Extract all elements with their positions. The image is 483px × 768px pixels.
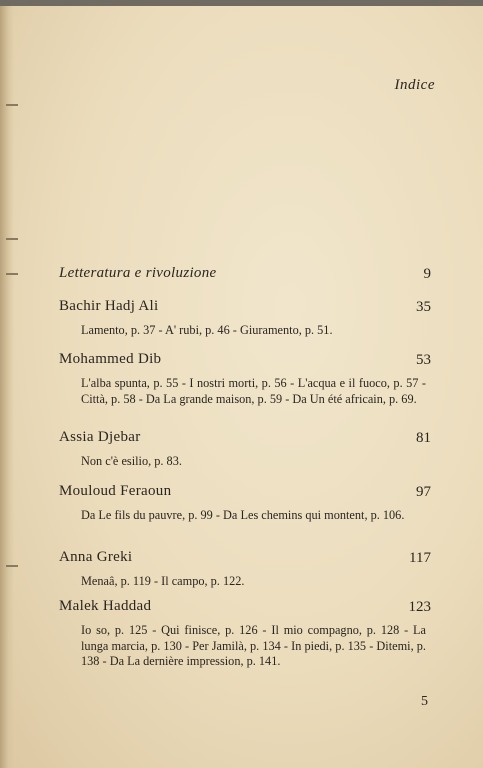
toc-entry-title: Letteratura e rivoluzione xyxy=(59,265,217,281)
toc-author: Bachir Hadj Ali xyxy=(59,298,159,314)
toc-page-number: 9 xyxy=(423,266,431,282)
toc-page-number: 117 xyxy=(409,550,431,566)
binding-stitch xyxy=(6,565,18,567)
binding-stitch xyxy=(6,238,18,240)
toc-works: L'alba spunta, p. 55 - I nostri morti, p. 56 - L'acqua e il fuoco, p. 57 - Città, p. 58 - Da La grande maison, p. 59 - Da Un été africain, p. 69. xyxy=(81,376,426,406)
toc-author: Malek Haddad xyxy=(59,598,152,614)
toc-page-number: 123 xyxy=(408,599,431,615)
toc-works: Io so, p. 125 - Qui finisce, p. 126 - Il mio compagno, p. 128 - La lunga marcia, p. 130 - Per Jamilà, p. 134 - In piedi, p. 135 - Ditemi, p. 138 - Da La dernière impression, p. 141. xyxy=(81,623,426,668)
toc-author: Mohammed Dib xyxy=(59,351,162,367)
page-binding xyxy=(0,0,14,768)
index-heading: Indice xyxy=(394,77,435,93)
toc-entry xyxy=(59,350,431,407)
toc-works: Lamento, p. 37 - A' rubi, p. 46 - Giuramento, p. 51. xyxy=(81,323,333,337)
page-number-footer: 5 xyxy=(421,694,428,709)
toc-works: Da Le fils du pauvre, p. 99 - Da Les chemins qui montent, p. 106. xyxy=(81,508,405,522)
toc-entry xyxy=(59,297,431,339)
toc-entry xyxy=(59,264,431,286)
toc-works: Non c'è esilio, p. 83. xyxy=(81,454,182,468)
page-top-edge xyxy=(0,0,483,6)
toc-author: Anna Greki xyxy=(59,549,133,565)
toc-author: Assia Djebar xyxy=(59,429,141,445)
toc-page-number: 81 xyxy=(416,430,431,446)
toc-page-number: 53 xyxy=(416,352,431,368)
toc-entry xyxy=(59,597,431,670)
toc-entry xyxy=(59,548,431,590)
toc-page-number: 35 xyxy=(416,299,431,315)
toc-author: Mouloud Feraoun xyxy=(59,483,172,499)
toc-entry xyxy=(59,428,431,470)
binding-stitch xyxy=(6,273,18,275)
toc-page-number: 97 xyxy=(416,484,431,500)
toc-entry xyxy=(59,482,431,524)
toc-works: Menaâ, p. 119 - Il campo, p. 122. xyxy=(81,574,245,588)
binding-stitch xyxy=(6,104,18,106)
